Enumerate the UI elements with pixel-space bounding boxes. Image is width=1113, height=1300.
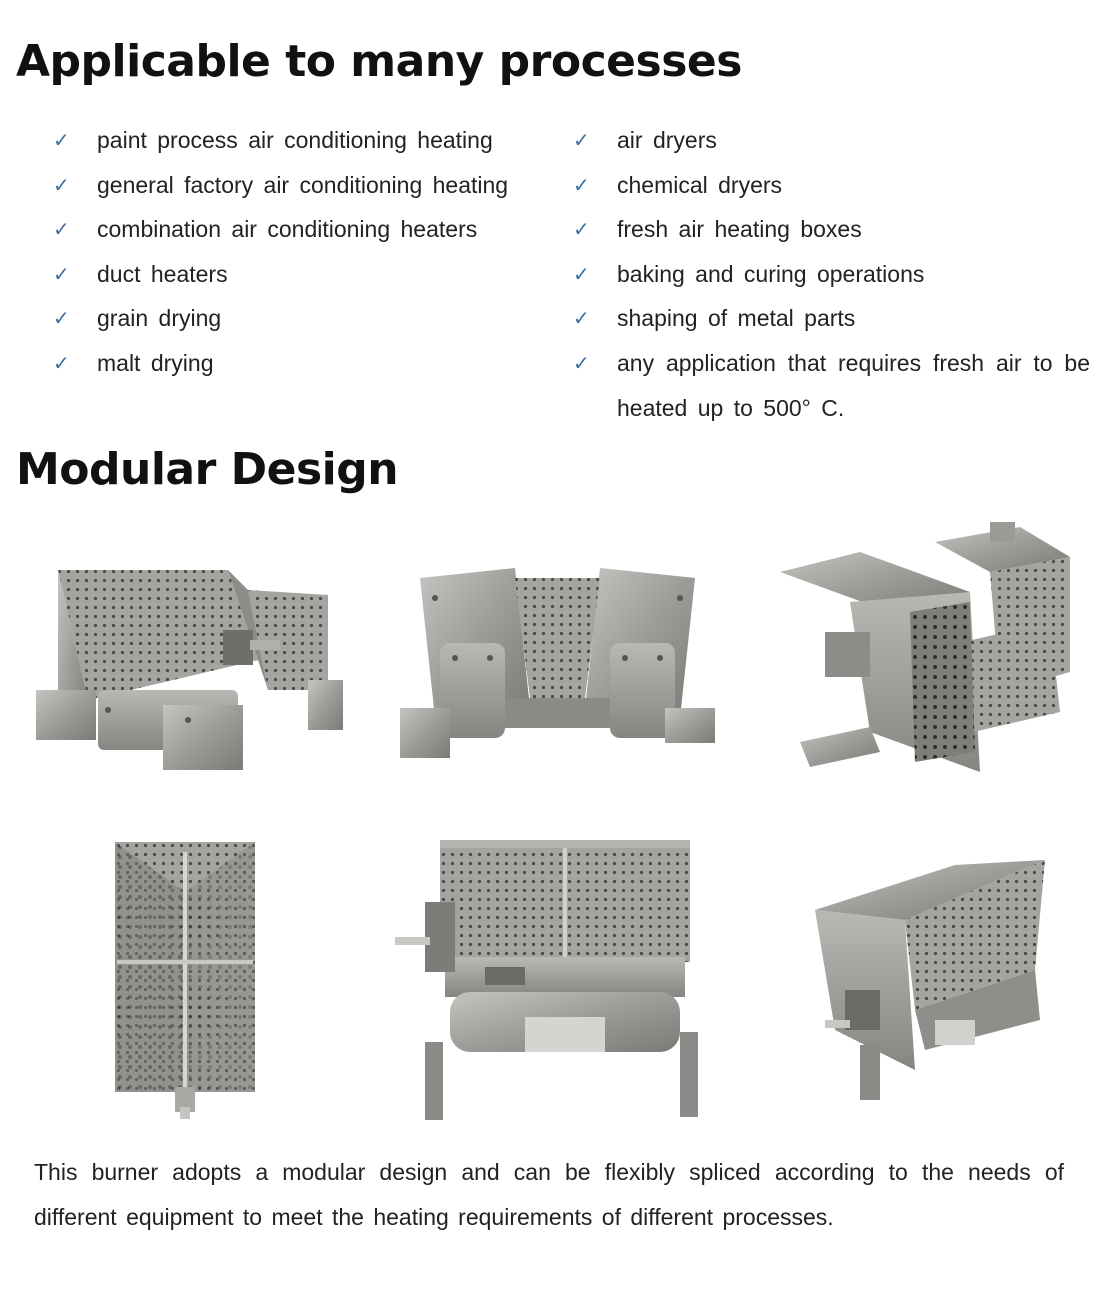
process-list-left [50,118,570,386]
list-item [570,163,1090,208]
list-item-text: baking and curing operations [617,260,925,287]
list-item [570,296,1090,341]
modular-design-description: This burner adopts a modular design and can be flexibly spliced according to the needs of different equipment to meet the heating requirements of different processes. [34,1159,1064,1230]
burner-module-photo-2 [395,548,720,773]
burner-module-photo-6 [805,850,1055,1105]
check-icon: ✓ [53,261,70,286]
burner-module-photo-3 [770,512,1090,797]
check-icon: ✓ [53,128,70,152]
check-icon: ✓ [53,350,70,375]
list-item [50,207,570,252]
list-item-text: combination air conditioning heaters [97,216,478,243]
list-item-text: chemical dryers [617,171,783,198]
list-item [50,252,570,297]
check-icon: ✓ [573,261,590,286]
check-icon: ✓ [573,128,590,152]
list-item [570,341,1090,430]
list-item-text: grain drying [97,305,222,332]
check-icon: ✓ [53,172,70,197]
list-item [50,341,570,386]
check-icon: ✓ [573,172,590,197]
list-item [570,252,1090,297]
list-item-text: general factory air conditioning heating [97,171,509,198]
list-item [50,118,570,163]
heading-modular-design: Modular Design [16,444,399,495]
list-item-text: malt drying [97,349,214,376]
list-item [50,163,570,208]
list-item [50,296,570,341]
burner-module-photo-4 [105,832,265,1122]
list-item-text: any application that requires fresh air to be heated up to 500° C. [617,349,1090,421]
list-item [570,207,1090,252]
list-item-text: fresh air heating boxes [617,216,862,243]
check-icon: ✓ [573,350,590,375]
list-item-text: air dryers [617,127,717,153]
process-list-right [570,118,1090,430]
burner-module-photo-1 [28,540,348,775]
heading-applicable: Applicable to many processes [16,36,742,87]
burner-module-photo-5 [385,832,705,1124]
check-icon: ✓ [573,306,590,331]
list-item-text: paint process air conditioning heating [97,127,493,153]
check-icon: ✓ [573,217,590,242]
check-icon: ✓ [53,306,70,331]
list-item-text: shaping of metal parts [617,305,856,332]
list-item-text: duct heaters [97,260,228,287]
check-icon: ✓ [53,217,70,242]
list-item [570,118,1090,163]
